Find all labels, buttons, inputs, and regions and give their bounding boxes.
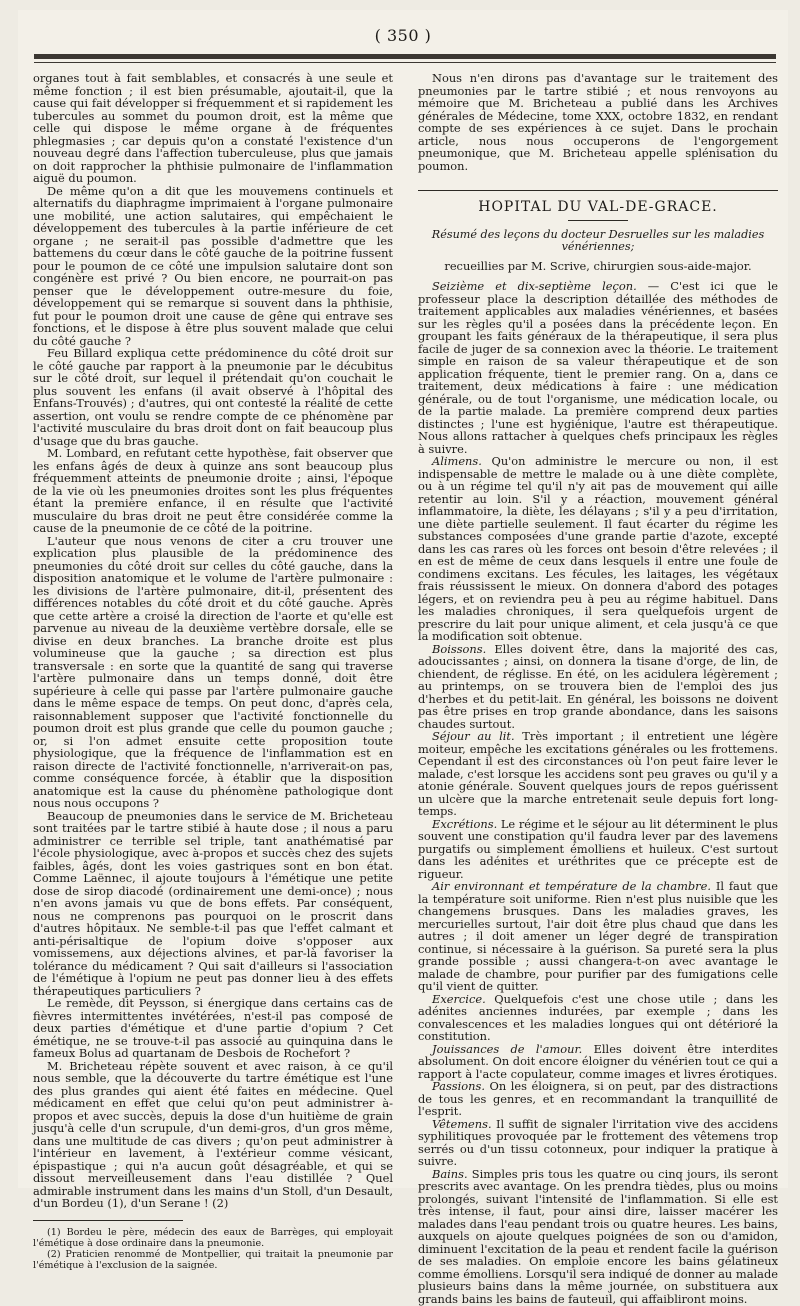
section-paragraph [418,818,778,881]
section-lead: Vêtemens. [432,1116,492,1131]
section-text: Elles doivent être interdites absolument. On doit encore éloigner du vénérien tout ce qui a rapport à l'acte copulateur, comme images et livres érotiques. [418,1041,778,1081]
header-thin-rule [34,62,776,63]
section-paragraph [418,280,778,455]
right-column [418,72,778,1305]
header-thick-rule [34,54,776,59]
section-lead: Passions. [432,1079,485,1093]
paragraph: organes tout à fait semblables, et consacrés à une seule et même fonction ; il est bien présumable, ajoutait-il, que la cause qui fait développer si fréquemment et si rapidement les tubercules au sommet du poumon droit, est la même que celle qui dispose le même organe à de fréquentes phlegmasies ; car depuis qu'on a constaté l'existence d'un nouveau degré dans l'affection tuberculeuse, plus que jamais on doit rapprocher la phthisie pulmonaire de l'inflammation aiguë du poumon. [33,71,393,185]
section-lead: Seizième et dix-septième leçon. [432,279,637,293]
section-paragraph [418,993,778,1043]
section-text: — C'est ici que le professeur place la description détaillée des méthodes de traitement applicables aux maladies vénériennes, et basées sur les règles qu'il a posées dans la précédente leçon. En groupant les faits généraux de la thérapeutique, il sera plus facile de juger de sa connexion avec la théorie. Le traitement simple en raison de sa valeur thérapeutique et de son application fréquente, tient le premier rang. On a, dans ce traitement, deux médications à faire : une médication générale, ou de tout l'organisme, une médication locale, ou de la partie malade. La première comprend deux parties distinctes ; l'une est hygiénique, l'autre est thérapeutique. Nous allons rattacher à quelques chefs principaux les règles à suivre. [418,279,778,456]
section-paragraph [418,880,778,993]
section-paragraph [418,1168,778,1306]
intro-paragraph: Nous n'en dirons pas d'avantage sur le traitement des pneumonies par le tartre stibié ; et nous renvoyons au mémoire que M. Bricheteau a publié dans les Archives générales de Médecine, tome XXX, octobre 1832, en rendant compte de ses expériences à ce sujet. Dans le prochain article, nous nous occuperons de l'engorgement pneumonique, que M. Bricheteau appelle splénisation du poumon. [418,71,778,173]
title-rule [568,220,628,221]
section-lead: Boissons. [432,641,487,656]
section-text: Qu'on administre le mercure ou non, il est indispensable de mettre le malade ou à une diète complète, ou à un régime tel qu'il n'y ait pas de mouvement qui aille retentir au loin. S'il y a réaction, mouvement général inflammatoire, la diète, les délayans ; s'il y a peu d'irritation, une diète partielle seulement. Il faut écarter du régime les substances composées d'une grande partie d'azote, excepté dans les cas rares où les forces ont besoin d'être relevées ; il en est de même de ceux dans lesquels il entre une foule de condimens excitans. Les fécules, les laitages, les végétaux frais réussissent le mieux. On donnera d'abord des potages légers, et on reviendra peu à peu au régime habituel. Dans les maladies chroniques, il sera quelquefois urgent de prescrire du lait pour unique aliment, et cela jusqu'à ce que la modification soit obtenue. [418,454,778,643]
section-lead: Alimens. [432,454,482,468]
footnote: (2) Praticien renommé de Montpellier, qui traitait la pneumonie par l'émétique à l'exclusion de la saignée. [33,1248,393,1271]
section-lead: Jouissances de l'amour. [432,1041,583,1056]
byline: recueillies par M. Scrive, chirurgien sous-aide-major. [444,258,752,273]
lecture-subtitle: Résumé des leçons du docteur Desruelles sur les maladies vénériennes; [431,227,765,253]
paragraph: L'auteur que nous venons de citer a cru trouver une explication plus plausible de la prédominence des pneumonies du côté droit sur celles du côté gauche, dans la disposition anatomique et le volume de l'artère pulmonaire : les divisions de l'artère pulmonaire, dit-il, présentent des différences notables du côté droit et du côté gauche. Après que cette artère a croisé la direction de l'aorte et qu'elle est parvenue au niveau de la deuxième vertèbre dorsale, elle se divise en deux branches. La branche droite est plus volumineuse que la gauche ; sa direction est plus transversale : en sorte que la quantité de sang qui traverse l'artère pulmonaire dans un temps donné, doit être supérieure à celle qui passe par l'artère pulmonaire gauche dans le même espace de temps. On peut donc, d'après cela, raisonnablement supposer que l'activité fonctionnelle du poumon droit est plus grande que celle du poumon gauche ; or, si l'on admet ensuite cette proposition toute physiologique, que la fréquence de l'inflammation est en raison directe de l'activité fonctionnelle, n'arriverait-on pas, comme conséquence forcée, à établir que la disposition anatomique est la cause du phénomène pathologique dont nous nous occupons ? [33,533,393,810]
section-paragraph [418,730,778,818]
paragraph: De même qu'on a dit que les mouvemens continuels et alternatifs du diaphragme imprimaient à l'organe pulmonaire une mobilité, une action salutaires, qui empêchaient le développement des tubercules à la partie inférieure de cet organe ; ne serait-il pas possible d'admettre que les battemens du cœur dans le côté gauche de la poitrine fussent pour le poumon de ce côté une impulsion salutaire dont son congénère est privé ? Ou bien encore, ne pourrait-on pas penser que le développement outre-mesure du foie, développement qui se remarque si souvent dans la phthisie, fut pour le poumon droit une cause de gêne qui entrave ses fonctions, et le dispose à être plus souvent malade que celui du côté gauche ? [33,183,393,348]
section-text: On les éloignera, si on peut, par des distractions de tous les genres, et en recommandant la tranquillité de l'esprit. [418,1079,778,1118]
section-paragraph [418,1043,778,1081]
section-lead: Air environnant et température de la chambre. [432,879,711,893]
footnote: (1) Bordeu le père, médecin des eaux de Barrèges, qui employait l'émétique à dose ordinaire dans la pneumonie. [33,1226,393,1249]
section-paragraph [418,1080,778,1118]
paragraph: Feu Billard expliqua cette prédominence du côté droit sur le côté gauche par rapport à la pneumonie par le décubitus sur le côté droit, sur lequel il prétendait qu'on couchait le plus souvent les enfans (il avait observé à l'hôpital des Enfans-Trouvés) ; d'autres, qui ont contesté la réalité de cette assertion, ont voulu se rendre compte de ce phénomène par l'activité musculaire du bras droit dont on fait beaucoup plus d'usage que du bras gauche. [33,346,393,448]
paragraph: M. Bricheteau répète souvent et avec raison, à ce qu'il nous semble, que la découverte du tartre émétique est l'une des plus grandes qui aient été faites en médecine. Quel médicament en effet que celui qu'on peut administrer à-propos et avec succès, depuis la dose d'un huitième de grain jusqu'à celle d'un scrupule, d'un demi-gros, d'un gros même, dans une multitude de cas divers ; qu'on peut administrer à l'intérieur en lavement, à l'extérieur comme vésicant, épispastique ; qui n'a aucun goût désagréable, et qui se dissout merveilleusement dans l'eau distillée ? Quel admirable instrument dans les mains d'un Stoll, d'un Desault, d'un Bordeu (1), d'un Serane ! (2) [33,1058,393,1210]
section-lead: Exercice. [432,991,486,1006]
section-paragraph [418,455,778,643]
section-text: Il suffit de signaler l'irritation vive des accidens syphilitiques provoquée par le frottement des vêtemens trop serrés ou d'un tissu cotonneux, pour indiquer la pratique à suivre. [418,1116,778,1168]
paragraph: Le remède, dit Peysson, si énergique dans certains cas de fièvres intermittentes invétérées, n'est-il pas composé de deux parties d'émétique et d'une partie d'opium ? Cet émétique, ne se trouve-t-il pas associé au quinquina dans le fameux Bolus ad quartanam de Desbois de Rochefort ? [33,996,393,1060]
left-column [33,72,393,1271]
section-lead: Excrétions. [432,816,498,831]
section-paragraph [418,643,778,731]
section-text: Elles doivent être, dans la majorité des cas, adoucissantes ; ainsi, on donnera la tisane d'orge, de lin, de chiendent, de réglisse. En été, on les acidulera légèrement ; au printemps, on se trouvera bien de l'emploi des jus d'herbes et du petit-lait. En général, les boissons ne doivent pas être prises en trop grande abondance, dans les saisons chaudes surtout. [418,641,778,731]
paragraph: M. Lombard, en refutant cette hypothèse, fait observer que les enfans âgés de deux à quinze ans sont beaucoup plus fréquemment atteints de pneumonie droite ; ainsi, l'époque de la vie où les pneumonies droites sont les plus fréquentes étant la première enfance, il en résulte que l'activité musculaire du bras droit ne peut être considérée comme la cause de la pneumonie de ce côté de la poitrine. [33,446,393,535]
section-paragraph [418,1118,778,1168]
section-lead: Séjour au lit. [432,729,515,743]
hospital-title: HOPITAL DU VAL-DE-GRACE. [418,190,778,214]
section-text: Le régime et le séjour au lit déterminent le plus souvent une constipation qu'il faudra lever par des lavemens purgatifs ou simplement émolliens et huileux. C'est surtout dans les adénites et uréthrites que ce précepte est de rigueur. [418,816,778,881]
section-text: Très important ; il entretient une légère moiteur, empêche les excitations générales ou les frottemens. Cependant il est des circonstances où l'on peut faire lever le malade, c'est lorsque les accidens sont peu graves ou qu'il y a atonie générale. Souvent quelques jours de repos guérissent un ulcère que la marche entretenait seule depuis fort long-temps. [418,729,778,818]
section-lead: Bains. [432,1166,468,1181]
section-text: Simples pris tous les quatre ou cinq jours, ils seront prescrits avec avantage. On les prendra tièdes, plus ou moins prolongés, suivant l'intensité de l'inflammation. Si elle est très intense, il faut, pour ainsi dire, laisser macérer les malades dans l'eau pendant trois ou quatre heures. Les bains, auxquels on ajoute quelques poignées de son ou d'amidon, diminuent l'excitation de la peau et rendent facile la guérison de ses maladies. On emploie encore les bains gélatineux comme émolliens. Lorsqu'il sera indiqué de donner au malade plusieurs bains dans la même journée, on substituera aux grands bains les bains de fauteuil, qui affaibliront moins. [418,1166,778,1306]
page-number: ( 350 ) [374,26,432,45]
section-text: Il faut que la température soit uniforme. Rien n'est plus nuisible que les changemens brusques. Dans les maladies graves, les mercurielles surtout, l'air doit être plus chaud que dans les autres ; il doit amener un léger degré de transpiration continue, si nécessaire à la guérison. Sa pureté sera la plus grande possible ; aussi changera-t-on avec avantage le malade de chambre, pour purifier par des fumigations celle qu'il vient de quitter. [418,879,778,993]
footnote-rule [33,1220,183,1221]
paragraph: Beaucoup de pneumonies dans le service de M. Bricheteau sont traitées par le tartre stibié à haute dose ; il nous a paru administrer ce terrible sel triple, tant anathématisé par l'école physiologique, avec à-propos et succès chez des sujets faibles, âgés, dont les voies gastriques sont en bon état. Comme Laënnec, il ajoute toujours à l'émétique une petite dose de sirop diacodé (ordinairement une demi-once) ; nous n'en avons jamais vu que de bons effets. Par conséquent, nous ne comprenons pas pourquoi on le proscrit dans d'autres hôpitaux. Ne semble-t-il pas que l'effet calmant et anti-périsaltique de l'opium doive s'opposer aux vomissemens, aux déjections alvines, et par-là favoriser la tolérance du médicament ? Qui sait d'ailleurs si l'association de l'émétique à l'opium ne peut pas donner lieu à des effets thérapeutiques particuliers ? [33,808,393,998]
section-text: Quelquefois c'est une chose utile ; dans les adénites anciennes indurées, par exemple ; dans les convalescences et les maladies longues qui ont détérioré la constitution. [418,991,778,1043]
book-page [18,10,788,1306]
